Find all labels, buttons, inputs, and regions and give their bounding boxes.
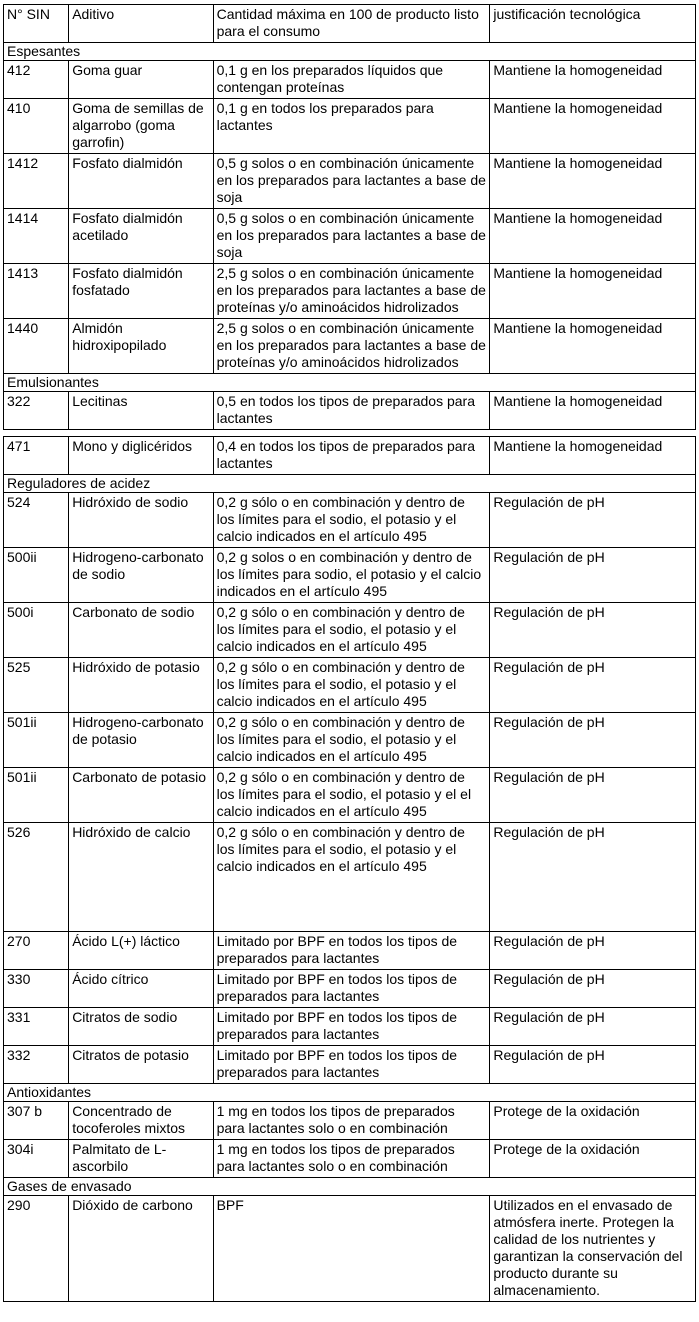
additive-cell: Fosfato dialmidón acetilado (69, 209, 213, 264)
table-row (4, 319, 696, 374)
justification-cell: Regulación de pH (490, 932, 696, 970)
additive-cell: Lecitinas (69, 392, 213, 430)
justification-cell: Regulación de pH (490, 768, 696, 823)
table-row (4, 154, 696, 209)
section-header-row (4, 1178, 696, 1196)
additive-cell: Mono y diglicéridos (69, 437, 213, 475)
justification-cell: Mantiene la homogeneidad (490, 319, 696, 374)
max-quantity-cell: 0,2 g sólo o en combinación y dentro de los límites para el sodio, el potasio y el calcio indicados en el artículo 495 (213, 713, 490, 768)
additive-cell: Hidrogeno-carbonato de sodio (69, 548, 213, 603)
max-quantity-cell: BPF (213, 1196, 490, 1302)
sin-cell: 500ii (4, 548, 69, 603)
sin-cell: 1414 (4, 209, 69, 264)
table-row (4, 392, 696, 430)
justification-cell: Regulación de pH (490, 970, 696, 1008)
additive-cell: Palmitato de L-ascorbilo (69, 1140, 213, 1178)
max-quantity-cell: Limitado por BPF en todos los tipos de preparados para lactantes (213, 932, 490, 970)
sin-cell: 501ii (4, 713, 69, 768)
max-quantity-cell: 0,5 en todos los tipos de preparados para lactantes (213, 392, 490, 430)
sin-cell: 332 (4, 1046, 69, 1084)
justification-cell: Regulación de pH (490, 1046, 696, 1084)
sin-cell: 322 (4, 392, 69, 430)
max-quantity-cell: 1 mg en todos los tipos de preparados para lactantes solo o en combinación (213, 1140, 490, 1178)
section-header-label: Emulsionantes (4, 374, 696, 392)
table-row (4, 264, 696, 319)
max-quantity-cell: 0,2 g sólo o en combinación y dentro de los límites para el sodio, el potasio y el calcio indicados en el artículo 495 (213, 658, 490, 713)
table-row (4, 1140, 696, 1178)
max-quantity-cell: Limitado por BPF en todos los tipos de preparados para lactantes (213, 1008, 490, 1046)
sin-cell: 307 b (4, 1102, 69, 1140)
section-header-row (4, 43, 696, 61)
section-header-label: Reguladores de acidez (4, 475, 696, 493)
table-row (4, 99, 696, 154)
additive-cell: Hidróxido de calcio (69, 823, 213, 932)
justification-cell: Regulación de pH (490, 493, 696, 548)
sin-cell: 270 (4, 932, 69, 970)
max-quantity-cell: Limitado por BPF en todos los tipos de preparados para lactantes (213, 970, 490, 1008)
justification-cell: Protege de la oxidación (490, 1102, 696, 1140)
additive-cell: Fosfato dialmidón (69, 154, 213, 209)
section-header-label: Antioxidantes (4, 1084, 696, 1102)
sin-cell: 471 (4, 437, 69, 475)
additive-cell: Goma de semillas de algarrobo (goma garrofin) (69, 99, 213, 154)
max-quantity-cell: 0,1 g en todos los preparados para lactantes (213, 99, 490, 154)
justification-cell: Mantiene la homogeneidad (490, 99, 696, 154)
max-quantity-cell: 2,5 g solos o en combinación únicamente en los preparados para lactantes a base de proteínas y/o aminoácidos hidrolizados (213, 264, 490, 319)
additive-cell: Almidón hidroxipopilado (69, 319, 213, 374)
justification-cell: Regulación de pH (490, 603, 696, 658)
section-header-label: Gases de envasado (4, 1178, 696, 1196)
additive-cell: Concentrado de tocoferoles mixtos (69, 1102, 213, 1140)
additive-cell: Citratos de sodio (69, 1008, 213, 1046)
table-row (4, 548, 696, 603)
sin-cell: 330 (4, 970, 69, 1008)
table-row (4, 1046, 696, 1084)
table-row (4, 823, 696, 932)
max-quantity-cell: 2,5 g solos o en combinación únicamente en los preparados para lactantes a base de proteínas y/o aminoácidos hidrolizados (213, 319, 490, 374)
additives-table-container (0, 4, 699, 1302)
sin-cell: 525 (4, 658, 69, 713)
additive-cell: Citratos de potasio (69, 1046, 213, 1084)
column-header-1: N° SIN (4, 5, 69, 43)
max-quantity-cell: 1 mg en todos los tipos de preparados para lactantes solo o en combinación (213, 1102, 490, 1140)
table-row (4, 61, 696, 99)
section-header-row (4, 374, 696, 392)
additive-cell: Goma guar (69, 61, 213, 99)
table-row (4, 209, 696, 264)
table-row (4, 1102, 696, 1140)
column-header-3: Cantidad máxima en 100 de producto listo para el consumo (213, 5, 490, 43)
max-quantity-cell: 0,1 g en los preparados líquidos que contengan proteínas (213, 61, 490, 99)
max-quantity-cell: 0,5 g solos o en combinación únicamente en los preparados para lactantes a base de soja (213, 154, 490, 209)
justification-cell: Protege de la oxidación (490, 1140, 696, 1178)
max-quantity-cell: 0,4 en todos los tipos de preparados para lactantes (213, 437, 490, 475)
justification-cell: Regulación de pH (490, 713, 696, 768)
max-quantity-cell: 0,2 g solos o en combinación y dentro de los límites para sodio, el potasio y el calcio indicados en el artículo 495 (213, 548, 490, 603)
justification-cell: Regulación de pH (490, 548, 696, 603)
additive-cell: Ácido L(+) láctico (69, 932, 213, 970)
sin-cell: 1413 (4, 264, 69, 319)
justification-cell: Mantiene la homogeneidad (490, 392, 696, 430)
table-row (4, 970, 696, 1008)
sin-cell: 304i (4, 1140, 69, 1178)
sin-cell: 500i (4, 603, 69, 658)
justification-cell: Regulación de pH (490, 658, 696, 713)
max-quantity-cell: 0,5 g solos o en combinación únicamente en los preparados para lactantes a base de soja (213, 209, 490, 264)
justification-cell: Utilizados en el envasado de atmósfera inerte. Protegen la calidad de los nutrientes y garantizan la conservación del producto durante su almacenamiento. (490, 1196, 696, 1302)
sin-cell: 331 (4, 1008, 69, 1046)
sin-cell: 410 (4, 99, 69, 154)
max-quantity-cell: 0,2 g sólo o en combinación y dentro de los límites para el sodio, el potasio y el el calcio indicados en el artículo 495 (213, 768, 490, 823)
sin-cell: 526 (4, 823, 69, 932)
sin-cell: 1412 (4, 154, 69, 209)
max-quantity-cell: 0,2 g sólo o en combinación y dentro de los límites para el sodio, el potasio y el calcio indicados en el artículo 495 (213, 603, 490, 658)
table-row (4, 713, 696, 768)
sin-cell: 412 (4, 61, 69, 99)
additive-cell: Fosfato dialmidón fosfatado (69, 264, 213, 319)
table-row (4, 1196, 696, 1302)
justification-cell: Regulación de pH (490, 823, 696, 932)
table-row (4, 603, 696, 658)
additive-cell: Ácido cítrico (69, 970, 213, 1008)
table-row (4, 658, 696, 713)
additives-table-fragment-2 (3, 436, 696, 1302)
justification-cell: Mantiene la homogeneidad (490, 209, 696, 264)
sin-cell: 1440 (4, 319, 69, 374)
section-header-label: Espesantes (4, 43, 696, 61)
justification-cell: Mantiene la homogeneidad (490, 61, 696, 99)
table-header-row (4, 5, 696, 43)
additive-cell: Dióxido de carbono (69, 1196, 213, 1302)
sin-cell: 501ii (4, 768, 69, 823)
additive-cell: Carbonato de potasio (69, 768, 213, 823)
additive-cell: Hidróxido de sodio (69, 493, 213, 548)
max-quantity-cell: Limitado por BPF en todos los tipos de preparados para lactantes (213, 1046, 490, 1084)
section-header-row (4, 1084, 696, 1102)
justification-cell: Regulación de pH (490, 1008, 696, 1046)
table-row (4, 768, 696, 823)
column-header-4: justificación tecnológica (490, 5, 696, 43)
section-header-row (4, 475, 696, 493)
justification-cell: Mantiene la homogeneidad (490, 437, 696, 475)
sin-cell: 524 (4, 493, 69, 548)
max-quantity-cell: 0,2 g sólo o en combinación y dentro de los límites para el sodio, el potasio y el calcio indicados en el artículo 495 (213, 493, 490, 548)
additives-table-fragment-1 (3, 4, 696, 430)
additive-cell: Hidróxido de potasio (69, 658, 213, 713)
sin-cell: 290 (4, 1196, 69, 1302)
table-row (4, 437, 696, 475)
max-quantity-cell: 0,2 g sólo o en combinación y dentro de los límites para el sodio, el potasio y el calcio indicados en el artículo 495 (213, 823, 490, 932)
additive-cell: Hidrogeno-carbonato de potasio (69, 713, 213, 768)
table-row (4, 1008, 696, 1046)
column-header-2: Aditivo (69, 5, 213, 43)
additive-cell: Carbonato de sodio (69, 603, 213, 658)
table-row (4, 932, 696, 970)
table-row (4, 493, 696, 548)
justification-cell: Mantiene la homogeneidad (490, 154, 696, 209)
justification-cell: Mantiene la homogeneidad (490, 264, 696, 319)
